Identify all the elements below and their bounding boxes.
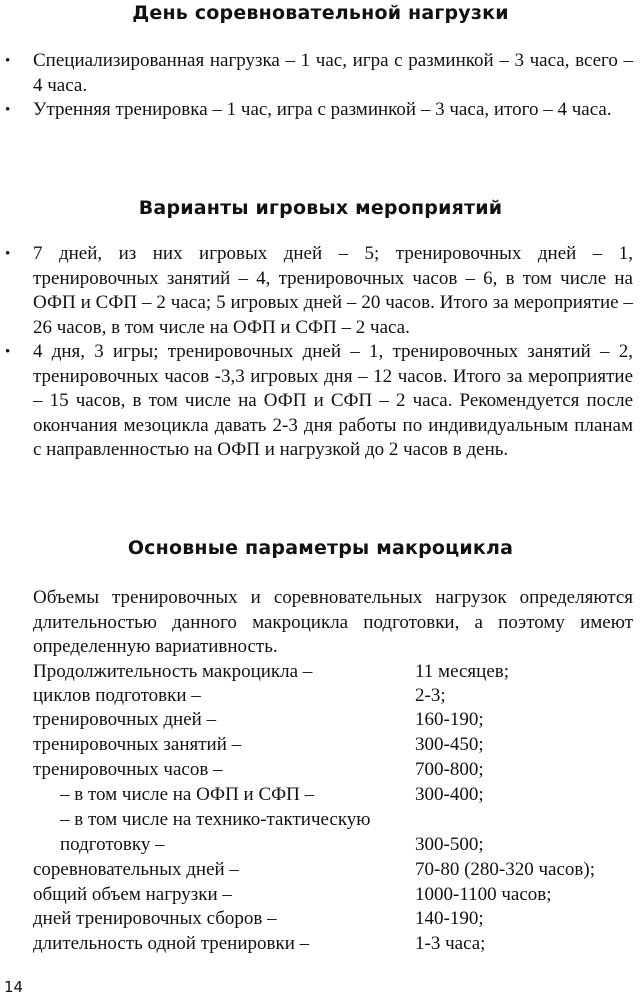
parameter-label: Продолжительность макроцикла – <box>33 661 313 682</box>
list-item: • Утренняя тренировка – 1 час, игра с разминкой – 3 часа, итого – 4 часа. <box>0 98 641 123</box>
parameter-row <box>0 733 641 757</box>
bullet-list-competition-day <box>0 49 641 123</box>
section-heading-competition-day: День соревновательной нагрузки <box>132 2 509 24</box>
parameter-row <box>0 883 641 907</box>
parameter-label: соревновательных дней – <box>33 859 239 880</box>
parameter-label: тренировочных занятий – <box>33 734 242 755</box>
parameter-label: – в том числе на ОФП и СФП – <box>60 784 315 805</box>
parameter-value: 140-190; <box>415 908 484 929</box>
list-item: • Специализированная нагрузка – 1 час, игра с разминкой – 3 часа, всего – 4 часа. <box>0 49 641 98</box>
parameter-label: подготовку – <box>60 834 165 855</box>
parameter-row <box>0 808 641 832</box>
page-number: 14 <box>4 978 24 996</box>
parameter-row <box>0 858 641 882</box>
parameter-row <box>0 660 641 684</box>
parameter-label: дней тренировочных сборов – <box>33 908 277 929</box>
list-item: • 4 дня, 3 игры; тренировочных дней – 1, тренировочных занятий – 2, тренировочных часов -3,3 игровых дня – 12 часов. Итого за мероприятие – 15 часов, в том числе на ОФП и СФП – 2 часа. Рекомендуется после окончания мезоцикла давать 2-3 дня работы по индивидуальным планам с направленностью на ОФП и нагрузкой до 2 часов в день. <box>0 340 641 463</box>
section-heading-game-events: Варианты игровых мероприятий <box>138 197 503 219</box>
parameter-value: 300-450; <box>415 734 484 755</box>
parameter-row <box>0 684 641 708</box>
parameter-label: циклов подготовки – <box>33 685 201 706</box>
parameter-value: 70-80 (280-320 часов); <box>415 859 595 880</box>
parameter-value: 700-800; <box>415 759 484 780</box>
parameter-label: – в том числе на технико-тактическую <box>60 809 371 830</box>
parameter-value: 300-500; <box>415 834 484 855</box>
section-heading-macrocycle-params: Основные параметры макроцикла <box>127 537 514 559</box>
parameter-row <box>0 758 641 782</box>
parameter-value: 300-400; <box>415 784 484 805</box>
bullet-list-game-events <box>0 242 641 463</box>
parameter-row <box>0 833 641 857</box>
parameter-label: тренировочных часов – <box>33 759 223 780</box>
parameter-label: длительность одной тренировки – <box>33 933 310 954</box>
parameter-label: тренировочных дней – <box>33 709 217 730</box>
intro-paragraph: Объемы тренировочных и соревновательных нагрузок определяются длительностью данного макроцикла подготовки, а поэтому имеют определенную вариативность. <box>33 587 633 657</box>
parameter-row <box>0 783 641 807</box>
parameter-row <box>0 907 641 931</box>
parameter-row <box>0 932 641 956</box>
parameter-value: 1000-1100 часов; <box>415 884 552 905</box>
parameter-value: 160-190; <box>415 709 484 730</box>
parameter-label: общий объем нагрузки – <box>33 884 232 905</box>
parameter-row <box>0 708 641 732</box>
list-item: • 7 дней, из них игровых дней – 5; тренировочных дней – 1, тренировочных занятий – 4, тренировочных часов – 6, в том числе на ОФП и СФП – 2 часа; 5 игровых дней – 20 часов. Итого за мероприятие – 26 часов, в том числе на ОФП и СФП – 2 часа. <box>0 242 641 340</box>
parameter-value: 11 месяцев; <box>415 661 509 682</box>
parameter-value: 1-3 часа; <box>415 933 486 954</box>
parameter-value: 2-3; <box>415 685 446 706</box>
